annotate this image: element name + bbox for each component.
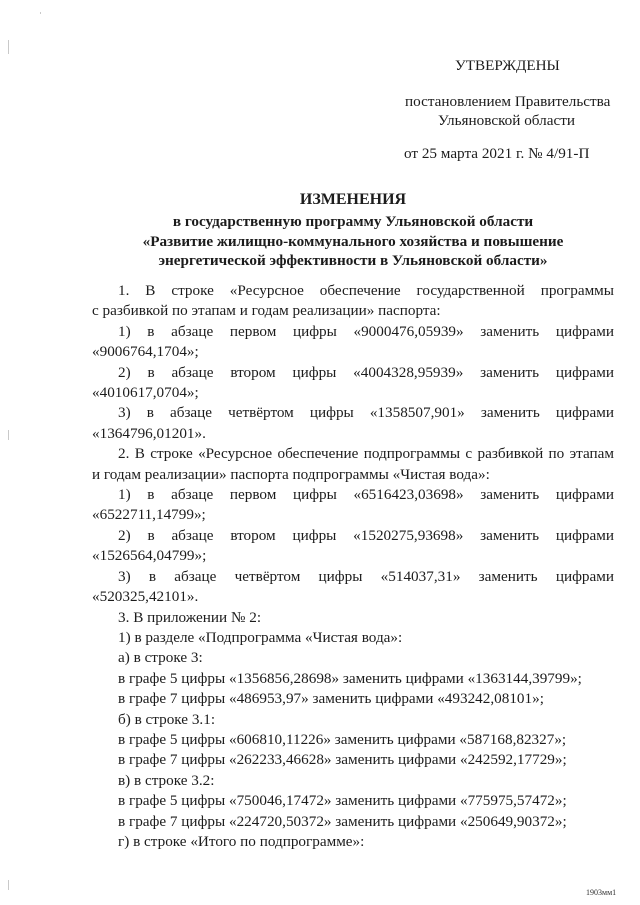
body-line: 3) в абзаце четвёртом цифры «1358507,901» заменить цифрами: [118, 404, 614, 422]
resolution-date-number: от 25 марта 2021 г. № 4/91-П: [404, 145, 590, 162]
body-line: 3. В приложении № 2:: [118, 608, 262, 626]
body-line: в) в строке 3.2:: [118, 771, 215, 789]
body-line: г) в строке «Итого по подпрограмме»:: [118, 833, 365, 850]
body-line: 1) в разделе «Подпрограмма «Чистая вода»:: [118, 628, 403, 646]
body-line: и годам реализации» паспорта подпрограммы «Чистая вода»:: [92, 465, 490, 483]
body-line: в графе 7 цифры «262233,46628» заменить цифрами «242592,17729»;: [118, 751, 567, 769]
title-line-2: «Развитие жилищно-коммунального хозяйства и повышение: [142, 233, 564, 250]
body-line: в графе 5 цифры «1356856,28698» заменить цифрами «1363144,39799»;: [118, 669, 582, 687]
approved-label: УТВЕРЖДЕНЫ: [455, 57, 560, 74]
scan-mark-left-2: [8, 430, 9, 440]
body-line: «1526564,04799»;: [92, 547, 207, 565]
footer-code: 1903мм1: [586, 888, 617, 897]
body-line: б) в строке 3.1:: [118, 710, 216, 728]
body-line: 1) в абзаце первом цифры «9000476,05939» заменить цифрами: [118, 322, 614, 340]
body-line: «520325,42101».: [92, 588, 199, 606]
scan-mark-left-1: [8, 40, 9, 54]
body-line: 3) в абзаце четвёртом цифры «514037,31» заменить цифрами: [118, 567, 614, 585]
resolution-line-2: Ульяновской области: [438, 112, 575, 129]
body-line: а) в строке 3:: [118, 649, 203, 667]
resolution-line-1: постановлением Правительства: [405, 93, 611, 110]
body-line: «6522711,14799»;: [92, 506, 206, 524]
body-line: 1) в абзаце первом цифры «6516423,03698» заменить цифрами: [118, 486, 614, 504]
body-line: «9006764,1704»;: [92, 343, 199, 361]
body-line: в графе 5 цифры «750046,17472» заменить цифрами «775975,57472»;: [118, 792, 567, 810]
body-line: «4010617,0704»;: [92, 384, 199, 402]
body-line: в графе 7 цифры «224720,50372» заменить цифрами «250649,90372»;: [118, 812, 567, 830]
body-line: 2) в абзаце втором цифры «4004328,95939» заменить цифрами: [118, 363, 614, 381]
document-title: ИЗМЕНЕНИЯ: [299, 191, 407, 208]
body-line: 2) в абзаце втором цифры «1520275,93698» заменить цифрами: [118, 526, 614, 544]
body-line: в графе 5 цифры «606810,11226» заменить цифрами «587168,82327»;: [118, 730, 567, 748]
body-line: в графе 7 цифры «486953,97» заменить цифрами «493242,08101»;: [118, 690, 544, 708]
body-line: 1. В строке «Ресурсное обеспечение государственной программы: [118, 282, 614, 299]
title-line-3: энергетической эффективности в Ульяновской области»: [158, 252, 548, 269]
scan-mark-left-3: [8, 880, 9, 890]
title-line-1: в государственную программу Ульяновской области: [172, 213, 534, 230]
body-line: с разбивкой по этапам и годам реализации» паспорта:: [92, 302, 441, 320]
scan-mark-top: [40, 12, 41, 14]
body-line: «1364796,01201».: [92, 424, 206, 442]
body-line: 2. В строке «Ресурсное обеспечение подпрограммы с разбивкой по этапам: [118, 445, 614, 463]
